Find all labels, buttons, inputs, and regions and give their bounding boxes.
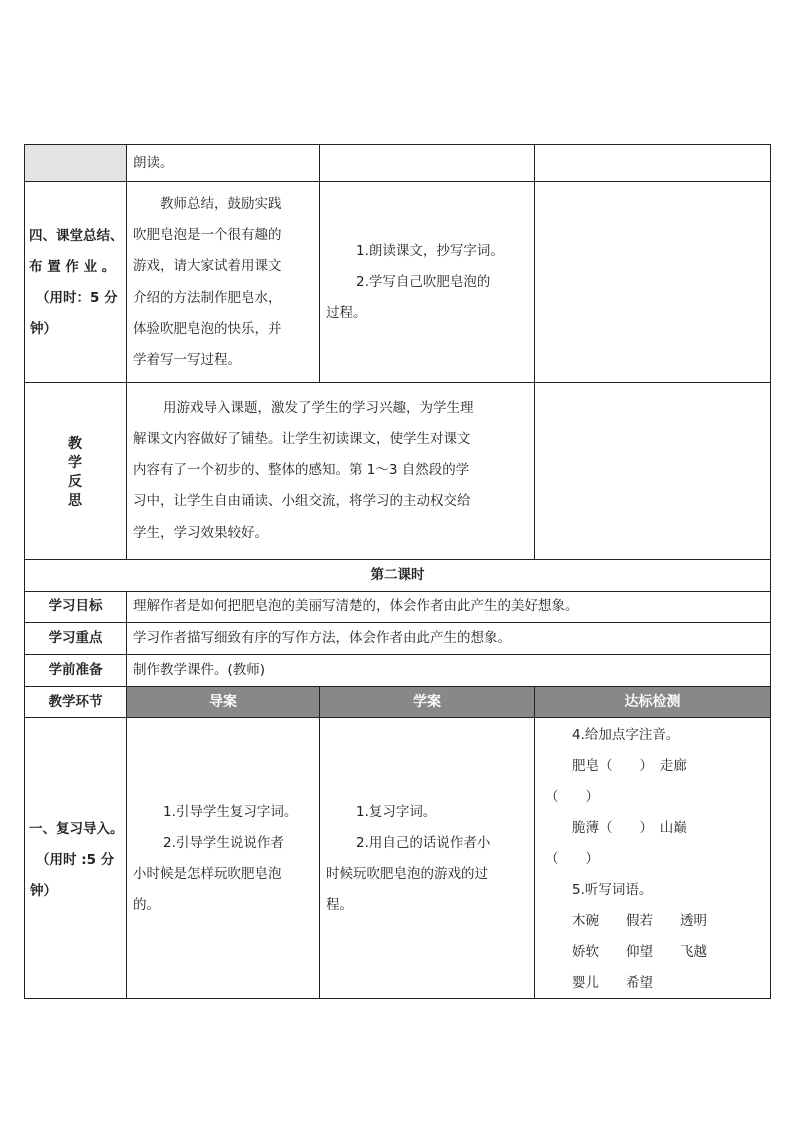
review-label-line: （用时 :5 分 [36,852,115,868]
reflection-line: 习中，让学生自由诵读、小组交流，将学习的主动权交给 [133,493,471,509]
prep-text: 制作教学课件。(教师) [133,662,266,678]
review-label-line: 钟） [30,883,57,899]
summary-guide-line: 教师总结，鼓励实践 [160,196,282,212]
reflection-line: 内容有了一个初步的、整体的感知。第 1～3 自然段的学 [133,462,470,478]
review-check-line: 娇软 仰望 飞越 [572,944,707,960]
goal-text: 理解作者是如何把肥皂泡的美丽写清楚的，体会作者由此产生的美好想象。 [133,598,579,614]
review-study-line: 程。 [326,897,353,913]
summary-guide-line: 介绍的方法制作肥皂水， [133,290,282,306]
summary-guide-line: 吹肥皂泡是一个很有趣的 [133,227,282,243]
reflection-label-char: 反 [68,474,82,490]
summary-study-line: 1.朗读课文，抄写字词。 [356,243,504,259]
summary-guide-line: 游戏，请大家试着用课文 [133,258,282,274]
review-check-line: 木碗 假若 透明 [572,913,707,929]
reflection-label-char: 教 [68,436,82,452]
summary-label-line: 钟） [30,321,57,337]
review-check-line: 脆薄（ ） 山巅 [572,820,687,836]
review-check-line: 4.给加点字注音。 [572,727,680,743]
reflection-line: 学生，学习效果较好。 [133,525,268,541]
review-study-line: 1.复习字词。 [356,804,437,820]
summary-study-line: 2.学写自己吹肥皂泡的 [356,274,491,290]
summary-study-line: 过程。 [326,305,367,321]
summary-label-line: 布 置 作 业 。 [29,259,116,275]
row-top-guide-text: 朗读。 [133,155,174,171]
review-study-line: 时候玩吹肥皂泡的游戏的过 [326,866,488,882]
reflection-label-char: 学 [68,455,82,471]
reflection-label-char: 思 [68,493,82,509]
header-study: 学案 [413,694,441,710]
review-guide-line: 2.引导学生说说作者 [163,835,284,851]
goal-label: 学习目标 [48,598,103,614]
review-guide-line: 1.引导学生复习字词。 [163,804,298,820]
reflection-line: 用游戏导入课题，激发了学生的学习兴趣，为学生理 [163,400,474,416]
review-study-line: 2.用自己的话说作者小 [356,835,491,851]
summary-label-line: 四、课堂总结、 [29,228,124,244]
summary-guide-line: 学着写一写过程。 [133,352,241,368]
review-label-line: 一、复习导入。 [29,821,124,837]
review-check-line: （ ） [545,789,599,805]
review-check-line: 5.听写词语。 [572,882,653,898]
review-check-line: 肥皂（ ） 走廊 [572,758,687,774]
header-check: 达标检测 [624,694,681,710]
reflection-line: 解课文内容做好了铺垫。让学生初读课文，使学生对课文 [133,431,471,447]
summary-label-line: （用时：5 分 [36,290,118,306]
review-guide-line: 小时候是怎样玩吹肥皂泡 [133,866,282,882]
review-check-line: 婴儿 希望 [572,975,653,991]
review-check-line: （ ） [545,851,599,867]
review-guide-line: 的。 [133,897,160,913]
header-stage: 教学环节 [48,694,103,710]
prep-label: 学前准备 [48,662,103,678]
focus-text: 学习作者描写细致有序的写作方法，体会作者由此产生的想象。 [133,630,511,646]
focus-label: 学习重点 [48,630,103,646]
summary-guide-line: 体验吹肥皂泡的快乐，并 [133,321,282,337]
header-guide: 导案 [209,694,237,710]
lesson2-title: 第二课时 [370,567,425,583]
